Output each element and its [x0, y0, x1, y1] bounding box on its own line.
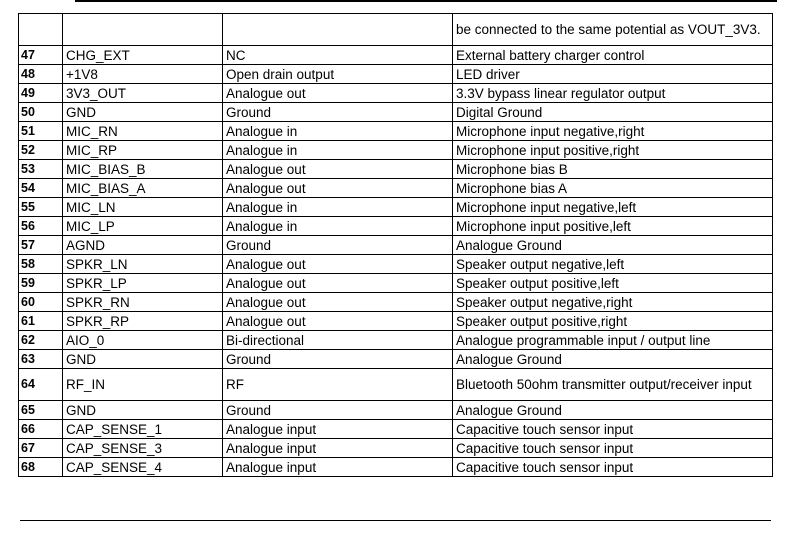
- pin-number-cell: 51: [19, 122, 63, 141]
- pin-type-cell: Ground: [223, 103, 453, 122]
- pin-name-cell: SPKR_RP: [63, 312, 223, 331]
- pin-type-cell: Analogue out: [223, 255, 453, 274]
- pin-name-cell: GND: [63, 103, 223, 122]
- pin-type-cell: RF: [223, 369, 453, 401]
- pin-type-cell: Analogue input: [223, 420, 453, 439]
- pin-type-cell: Analogue out: [223, 274, 453, 293]
- table-row: [19, 236, 773, 255]
- table-row: [19, 331, 773, 350]
- pin-number-cell: 49: [19, 84, 63, 103]
- pin-description-cell: Capacitive touch sensor input: [453, 420, 773, 439]
- pin-number-cell: 47: [19, 46, 63, 65]
- pin-number-cell: 63: [19, 350, 63, 369]
- table-row: [19, 401, 773, 420]
- pin-number-cell: 58: [19, 255, 63, 274]
- pin-description-cell: Microphone input positive,right: [453, 141, 773, 160]
- pin-description-cell: Digital Ground: [453, 103, 773, 122]
- pin-name-cell: CHG_EXT: [63, 46, 223, 65]
- table-row: [19, 84, 773, 103]
- pin-type-cell: Analogue input: [223, 439, 453, 458]
- pin-description-cell: Speaker output positive,right: [453, 312, 773, 331]
- pin-number-cell: 55: [19, 198, 63, 217]
- table-row: [19, 160, 773, 179]
- pin-description-cell: Microphone bias B: [453, 160, 773, 179]
- table-row: [19, 274, 773, 293]
- pin-type-cell: Analogue out: [223, 312, 453, 331]
- pin-type-cell: Analogue in: [223, 141, 453, 160]
- pin-type-cell: Analogue in: [223, 217, 453, 236]
- pin-number-cell: 52: [19, 141, 63, 160]
- pin-type-cell: Analogue in: [223, 198, 453, 217]
- pin-number-cell: 54: [19, 179, 63, 198]
- pin-number-cell: 62: [19, 331, 63, 350]
- table-row: [19, 141, 773, 160]
- table-row: [19, 198, 773, 217]
- table-row: [19, 255, 773, 274]
- pin-type-cell: Analogue input: [223, 458, 453, 477]
- pin-type-cell: Ground: [223, 350, 453, 369]
- pin-description-cell: Speaker output positive,left: [453, 274, 773, 293]
- pin-name-cell: MIC_BIAS_B: [63, 160, 223, 179]
- pin-description-cell: LED driver: [453, 65, 773, 84]
- pin-number-cell: 65: [19, 401, 63, 420]
- pin-number-cell: 48: [19, 65, 63, 84]
- pin-type-cell: Ground: [223, 236, 453, 255]
- pin-name-cell: CAP_SENSE_3: [63, 439, 223, 458]
- continuation-row: [19, 14, 773, 46]
- pin-description-cell: Analogue Ground: [453, 236, 773, 255]
- top-rule: [75, 0, 777, 2]
- pin-description-cell: 3.3V bypass linear regulator output: [453, 84, 773, 103]
- pin-description-cell: Microphone input negative,right: [453, 122, 773, 141]
- pin-number-cell: [19, 14, 63, 46]
- table-row: [19, 103, 773, 122]
- pin-name-cell: MIC_LP: [63, 217, 223, 236]
- pin-number-cell: 66: [19, 420, 63, 439]
- pin-number-cell: 59: [19, 274, 63, 293]
- table-row: [19, 312, 773, 331]
- pin-description-cell: Analogue Ground: [453, 350, 773, 369]
- bottom-rule: [20, 520, 771, 521]
- pin-name-cell: CAP_SENSE_4: [63, 458, 223, 477]
- pin-name-cell: MIC_BIAS_A: [63, 179, 223, 198]
- pin-description-cell: Capacitive touch sensor input: [453, 439, 773, 458]
- pin-description-cell: External battery charger control: [453, 46, 773, 65]
- pin-description-cell: Analogue Ground: [453, 401, 773, 420]
- pin-name-cell: MIC_RP: [63, 141, 223, 160]
- pin-name-cell: AIO_0: [63, 331, 223, 350]
- table-row: [19, 46, 773, 65]
- pin-name-cell: [63, 14, 223, 46]
- pin-name-cell: AGND: [63, 236, 223, 255]
- pin-name-cell: GND: [63, 350, 223, 369]
- pin-type-cell: Open drain output: [223, 65, 453, 84]
- pin-number-cell: 68: [19, 458, 63, 477]
- pin-type-cell: Bi-directional: [223, 331, 453, 350]
- table-row: [19, 122, 773, 141]
- pin-number-cell: 64: [19, 369, 63, 401]
- pin-number-cell: 50: [19, 103, 63, 122]
- pin-description-cell: Microphone bias A: [453, 179, 773, 198]
- table-row: [19, 439, 773, 458]
- pin-type-cell: Analogue in: [223, 122, 453, 141]
- pin-name-cell: 3V3_OUT: [63, 84, 223, 103]
- pin-name-cell: SPKR_RN: [63, 293, 223, 312]
- table-row: [19, 217, 773, 236]
- table-row: [19, 65, 773, 84]
- pin-description-table: [18, 13, 773, 477]
- pin-description-cell: Bluetooth 50ohm transmitter output/receiver input: [453, 369, 773, 401]
- pin-type-cell: Analogue out: [223, 160, 453, 179]
- pin-description-cell: Speaker output negative,left: [453, 255, 773, 274]
- table-row: [19, 420, 773, 439]
- pin-name-cell: MIC_LN: [63, 198, 223, 217]
- pin-name-cell: MIC_RN: [63, 122, 223, 141]
- pin-description-cell: Microphone input negative,left: [453, 198, 773, 217]
- pin-number-cell: 61: [19, 312, 63, 331]
- pin-name-cell: SPKR_LN: [63, 255, 223, 274]
- pin-description-cell: be connected to the same potential as VOUT_3V3.: [453, 14, 773, 46]
- pin-type-cell: NC: [223, 46, 453, 65]
- table-row: [19, 350, 773, 369]
- pin-name-cell: CAP_SENSE_1: [63, 420, 223, 439]
- pin-number-cell: 57: [19, 236, 63, 255]
- table-row: [19, 293, 773, 312]
- pin-description-cell: Capacitive touch sensor input: [453, 458, 773, 477]
- pin-type-cell: Analogue out: [223, 84, 453, 103]
- table-row: [19, 179, 773, 198]
- pin-type-cell: [223, 14, 453, 46]
- pin-name-cell: GND: [63, 401, 223, 420]
- pin-name-cell: RF_IN: [63, 369, 223, 401]
- table-row: [19, 458, 773, 477]
- pin-description-cell: Speaker output negative,right: [453, 293, 773, 312]
- table-row: [19, 369, 773, 401]
- pin-name-cell: SPKR_LP: [63, 274, 223, 293]
- pin-name-cell: +1V8: [63, 65, 223, 84]
- pin-type-cell: Analogue out: [223, 179, 453, 198]
- table-body: [19, 14, 773, 477]
- pin-type-cell: Ground: [223, 401, 453, 420]
- pin-type-cell: Analogue out: [223, 293, 453, 312]
- pin-description-cell: Microphone input positive,left: [453, 217, 773, 236]
- pin-number-cell: 60: [19, 293, 63, 312]
- pin-number-cell: 53: [19, 160, 63, 179]
- pin-description-cell: Analogue programmable input / output line: [453, 331, 773, 350]
- pin-number-cell: 56: [19, 217, 63, 236]
- pin-number-cell: 67: [19, 439, 63, 458]
